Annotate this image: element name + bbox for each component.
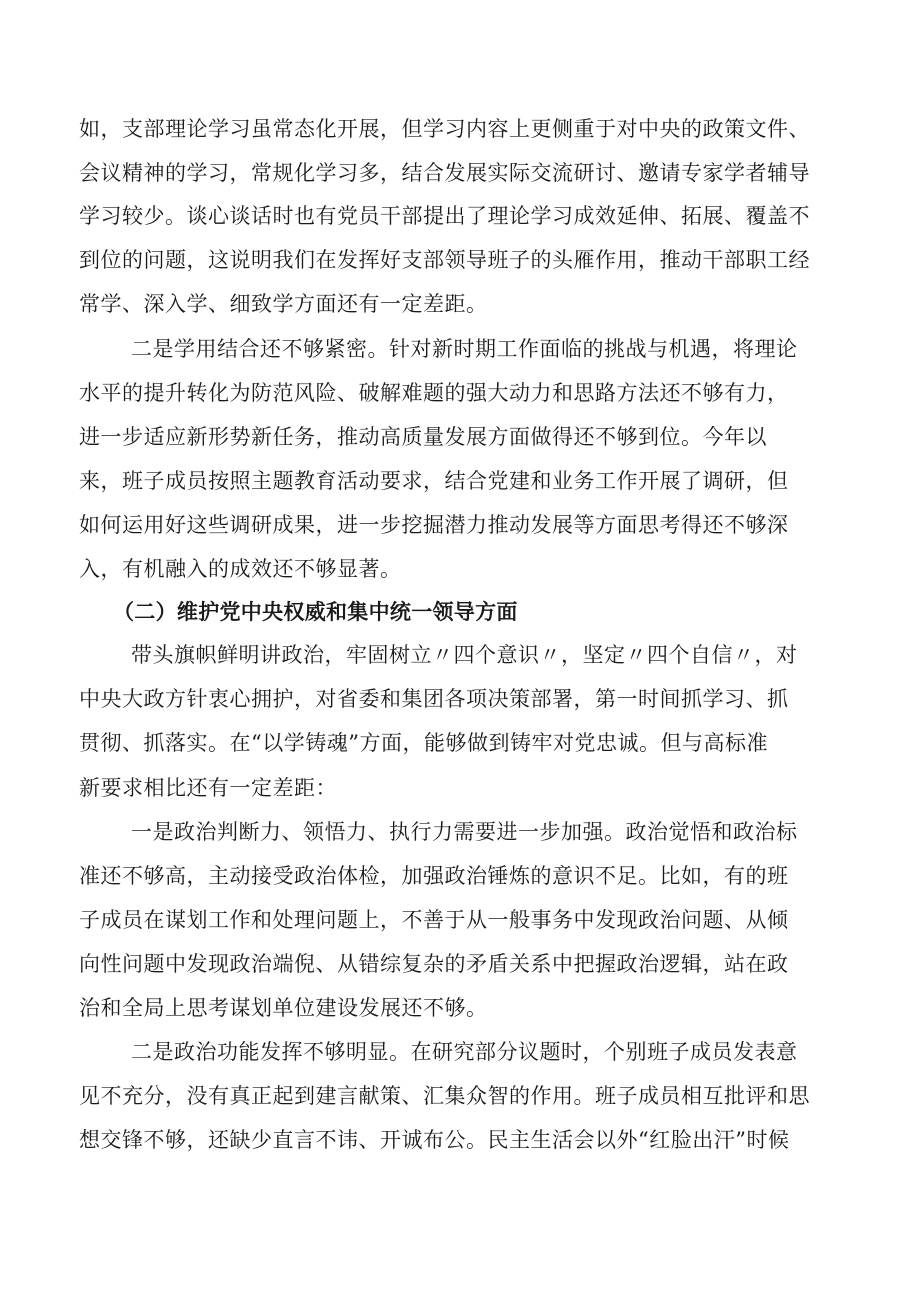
body-text-line: 中央大政方针衷心拥护，对省委和集团各项决策部署，第一时间抓学习、抓 [79, 687, 789, 711]
body-text-line: 向性问题中发现政治端倪、从错综复杂的矛盾关系中把握政治逻辑，站在政 [79, 952, 789, 976]
body-text-line: 见不充分，没有真正起到建言献策、汇集众智的作用。班子成员相互批评和思 [79, 1084, 810, 1108]
paragraph-first-line: 二是政治功能发挥不够明显。在研究部分议题时，个别班子成员发表意 [131, 1040, 798, 1064]
body-text-line: 准还不够高，主动接受政治体检，加强政治锤炼的意识不足。比如，有的班 [79, 864, 789, 888]
body-text-line: 入，有机融入的成效还不够显著。 [79, 557, 402, 581]
body-text-line: 来，班子成员按照主题教育活动要求，结合党建和业务工作开展了调研，但 [79, 469, 789, 493]
body-text-line: 进一步适应新形势新任务，推动高质量发展方面做得还不够到位。今年以 [79, 425, 767, 449]
body-text-line: 贯彻、抓落实。在“以学铸魂”方面，能够做到铸牢对党忠诚。但与高标准 [79, 731, 768, 755]
body-text-line: 到位的问题，这说明我们在发挥好支部领导班子的头雁作用，推动干部职工经 [79, 248, 810, 272]
paragraph-first-line: 带头旗帜鲜明讲政治，牢固树立〃四个意识〃，坚定〃四个自信〃，对 [131, 643, 798, 667]
section-heading: （二）维护党中央权威和集中统一领导方面 [113, 600, 518, 624]
body-text-line: 会议精神的学习，常规化学习多，结合发展实际交流研讨、邀请专家学者辅导 [79, 161, 810, 185]
body-text-line: 子成员在谋划工作和处理问题上，不善于从一般事务中发现政治问题、从倾 [79, 908, 789, 932]
paragraph-first-line: 二是学用结合还不够紧密。针对新时期工作面临的挑战与机遇，将理论 [131, 337, 798, 361]
paragraph-first-line: 一是政治判断力、领悟力、执行力需要进一步加强。政治觉悟和政治标 [131, 820, 798, 844]
body-text-line: 如何运用好这些调研成果，进一步挖掘潜力推动发展等方面思考得还不够深 [79, 513, 789, 537]
body-text-line: 治和全局上思考谋划单位建设发展还不够。 [79, 996, 488, 1020]
body-text-line: 新要求相比还有一定差距： [79, 776, 337, 800]
body-text-line: 想交锋不够，还缺少直言不讳、开诚布公。民主生活会以外“红脸出汗”时候 [79, 1128, 790, 1152]
body-text-line: 如，支部理论学习虽常态化开展，但学习内容上更侧重于对中央的政策文件、 [79, 117, 810, 141]
body-text-line: 水平的提升转化为防范风险、破解难题的强大动力和思路方法还不够有力， [79, 381, 789, 405]
body-text-line: 学习较少。谈心谈话时也有党员干部提出了理论学习成效延伸、拓展、覆盖不 [79, 204, 810, 228]
body-text-line: 常学、深入学、细致学方面还有一定差距。 [79, 292, 488, 316]
